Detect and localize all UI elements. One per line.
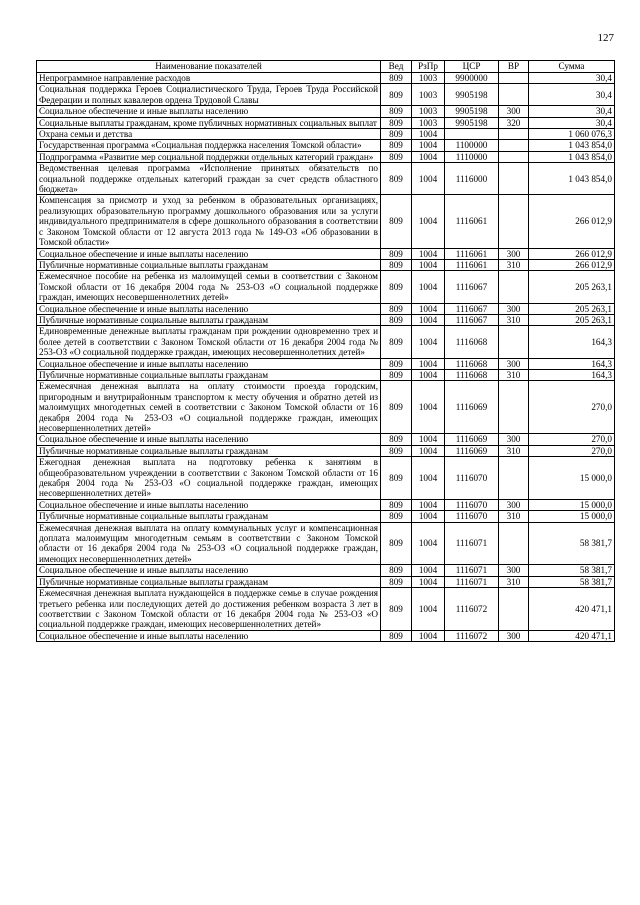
cell-ved: 809: [381, 358, 412, 369]
cell-rzpr: 1004: [412, 163, 445, 195]
cell-rzpr: 1003: [412, 84, 445, 106]
header-rzpr: РзПр: [412, 61, 445, 73]
cell-vr: 300: [499, 248, 529, 259]
table-row: [37, 163, 615, 195]
table-row: [37, 195, 615, 248]
table-row: [37, 457, 615, 500]
cell-sum: 266 012,9: [529, 248, 615, 259]
cell-csr: 1116071: [445, 522, 499, 565]
cell-rzpr: 1004: [412, 457, 445, 500]
cell-ved: 809: [381, 522, 412, 565]
cell-name: Ежемесячная денежная выплата на оплату стоимости проезда городским, пригородным и внутрирайонным транспортом к месту обучения и обратно детей из малоимущих многодетных семей в соответствии с Законом Томской области от 16 декабря 2004 года № 253-ОЗ «О социальной поддержке граждан, имеющих несовершеннолетних детей»: [37, 381, 381, 434]
cell-sum: 270,0: [529, 381, 615, 434]
cell-ved: 809: [381, 140, 412, 151]
page-number: 127: [597, 32, 614, 44]
cell-name: Публичные нормативные социальные выплаты гражданам: [37, 369, 381, 380]
cell-ved: 809: [381, 630, 412, 641]
table-row: [37, 369, 615, 380]
cell-ved: 809: [381, 163, 412, 195]
cell-sum: 1 043 854,0: [529, 163, 615, 195]
cell-csr: 1116067: [445, 303, 499, 314]
cell-vr: 310: [499, 369, 529, 380]
cell-rzpr: 1004: [412, 151, 445, 162]
cell-csr: 1116067: [445, 271, 499, 303]
cell-name: Социальное обеспечение и иные выплаты населению: [37, 248, 381, 259]
header-name: Наименование показателей: [37, 61, 381, 73]
table-row: [37, 588, 615, 631]
table-row: [37, 381, 615, 434]
cell-ved: 809: [381, 314, 412, 325]
cell-rzpr: 1004: [412, 576, 445, 587]
cell-ved: 809: [381, 565, 412, 576]
cell-name: Социальное обеспечение и иные выплаты населению: [37, 565, 381, 576]
table-body: [37, 73, 615, 642]
cell-name: Публичные нормативные социальные выплаты гражданам: [37, 511, 381, 522]
cell-csr: 1116069: [445, 445, 499, 456]
cell-rzpr: 1003: [412, 106, 445, 117]
table-row: [37, 117, 615, 128]
cell-rzpr: 1003: [412, 73, 445, 84]
cell-name: Социальное обеспечение и иные выплаты населению: [37, 106, 381, 117]
cell-csr: 1116070: [445, 457, 499, 500]
table-row: [37, 522, 615, 565]
cell-name: Подпрограмма «Развитие мер социальной поддержки отдельных категорий граждан»: [37, 151, 381, 162]
cell-csr: 1116072: [445, 588, 499, 631]
cell-sum: 1 060 076,3: [529, 129, 615, 140]
cell-name: Социальная поддержка Героев Социалистического Труда, Героев Труда Российской Федерации и полных кавалеров ордена Трудовой Славы: [37, 84, 381, 106]
cell-name: Социальное обеспечение и иные выплаты населению: [37, 434, 381, 445]
cell-ved: 809: [381, 326, 412, 358]
cell-csr: 1116068: [445, 369, 499, 380]
cell-sum: 266 012,9: [529, 259, 615, 270]
table-row: [37, 129, 615, 140]
cell-name: Ежемесячная денежная выплата на оплату коммунальных услуг и компенсационная доплата малоимущим многодетным семьям в соответствии с Законом Томской области от 16 декабря 2004 года № 253-ОЗ «О социальной поддержке граждан, имеющих несовершеннолетних детей»: [37, 522, 381, 565]
table-row: [37, 303, 615, 314]
cell-rzpr: 1004: [412, 434, 445, 445]
cell-vr: 320: [499, 117, 529, 128]
cell-rzpr: 1004: [412, 271, 445, 303]
cell-vr: [499, 195, 529, 248]
cell-vr: 300: [499, 106, 529, 117]
cell-name: Единовременные денежные выплаты гражданам при рождении одновременно трех и более детей в соответствии с Законом Томской области от 16 декабря 2004 года № 253-ОЗ «О социальной поддержке граждан, имеющих несовершеннолетних детей»: [37, 326, 381, 358]
cell-vr: 300: [499, 358, 529, 369]
cell-name: Государственная программа «Социальная поддержка населения Томской области»: [37, 140, 381, 151]
cell-sum: 270,0: [529, 445, 615, 456]
cell-ved: 809: [381, 117, 412, 128]
cell-sum: 58 381,7: [529, 576, 615, 587]
cell-csr: [445, 129, 499, 140]
cell-sum: 1 043 854,0: [529, 151, 615, 162]
cell-vr: 300: [499, 434, 529, 445]
cell-sum: 58 381,7: [529, 565, 615, 576]
cell-csr: 1116061: [445, 248, 499, 259]
cell-ved: 809: [381, 248, 412, 259]
cell-name: Непрограммное направление расходов: [37, 73, 381, 84]
cell-csr: 1100000: [445, 140, 499, 151]
cell-csr: 1116072: [445, 630, 499, 641]
cell-name: Ведомственная целевая программа «Исполнение принятых обязательств по социальной поддержке отдельных категорий граждан за счет средств областного бюджета»: [37, 163, 381, 195]
cell-sum: 266 012,9: [529, 195, 615, 248]
cell-sum: 15 000,0: [529, 499, 615, 510]
cell-name: Социальное обеспечение и иные выплаты населению: [37, 358, 381, 369]
cell-name: Публичные нормативные социальные выплаты гражданам: [37, 314, 381, 325]
table-row: [37, 499, 615, 510]
table-row: [37, 106, 615, 117]
cell-sum: 164,3: [529, 358, 615, 369]
cell-csr: 9905198: [445, 84, 499, 106]
cell-name: Публичные нормативные социальные выплаты гражданам: [37, 576, 381, 587]
cell-vr: [499, 129, 529, 140]
cell-vr: [499, 73, 529, 84]
cell-csr: 9900000: [445, 73, 499, 84]
cell-vr: [499, 522, 529, 565]
cell-csr: 1116069: [445, 381, 499, 434]
cell-csr: 1116068: [445, 326, 499, 358]
cell-sum: 420 471,1: [529, 630, 615, 641]
cell-vr: [499, 84, 529, 106]
cell-ved: 809: [381, 151, 412, 162]
cell-rzpr: 1004: [412, 358, 445, 369]
cell-ved: 809: [381, 303, 412, 314]
cell-rzpr: 1004: [412, 129, 445, 140]
cell-rzpr: 1004: [412, 499, 445, 510]
table-row: [37, 259, 615, 270]
cell-vr: 310: [499, 576, 529, 587]
cell-rzpr: 1004: [412, 369, 445, 380]
cell-name: Публичные нормативные социальные выплаты гражданам: [37, 445, 381, 456]
cell-csr: 9905198: [445, 106, 499, 117]
cell-csr: 1116061: [445, 259, 499, 270]
cell-rzpr: 1004: [412, 381, 445, 434]
cell-name: Социальные выплаты гражданам, кроме публичных нормативных социальных выплат: [37, 117, 381, 128]
cell-sum: 30,4: [529, 117, 615, 128]
cell-name: Социальное обеспечение и иные выплаты населению: [37, 303, 381, 314]
cell-vr: 300: [499, 565, 529, 576]
cell-ved: 809: [381, 445, 412, 456]
cell-ved: 809: [381, 588, 412, 631]
cell-ved: 809: [381, 381, 412, 434]
cell-rzpr: 1004: [412, 259, 445, 270]
table-row: [37, 271, 615, 303]
cell-vr: [499, 151, 529, 162]
cell-rzpr: 1004: [412, 565, 445, 576]
cell-rzpr: 1004: [412, 511, 445, 522]
table-header-row: [37, 61, 615, 73]
cell-vr: [499, 326, 529, 358]
table-row: [37, 73, 615, 84]
table-row: [37, 358, 615, 369]
cell-csr: 9905198: [445, 117, 499, 128]
cell-sum: 205 263,1: [529, 303, 615, 314]
cell-vr: 310: [499, 445, 529, 456]
cell-name: Публичные нормативные социальные выплаты гражданам: [37, 259, 381, 270]
cell-sum: 270,0: [529, 434, 615, 445]
cell-sum: 30,4: [529, 84, 615, 106]
header-sum: Сумма: [529, 61, 615, 73]
cell-name: Ежегодная денежная выплата на подготовку ребенка к занятиям в общеобразовательном учреждении в соответствии с Законом Томской области от 16 декабря 2004 года № 253-ОЗ «О социальной поддержке граждан, имеющих несовершеннолетних детей»: [37, 457, 381, 500]
cell-sum: 205 263,1: [529, 271, 615, 303]
table-row: [37, 630, 615, 641]
header-vr: ВР: [499, 61, 529, 73]
cell-vr: [499, 140, 529, 151]
cell-rzpr: 1004: [412, 140, 445, 151]
cell-rzpr: 1003: [412, 117, 445, 128]
table-row: [37, 511, 615, 522]
cell-sum: 164,3: [529, 369, 615, 380]
cell-ved: 809: [381, 271, 412, 303]
cell-vr: [499, 457, 529, 500]
cell-vr: [499, 381, 529, 434]
cell-csr: 1116000: [445, 163, 499, 195]
cell-sum: 164,3: [529, 326, 615, 358]
cell-csr: 1116070: [445, 499, 499, 510]
table-row: [37, 151, 615, 162]
cell-rzpr: 1004: [412, 630, 445, 641]
budget-table: [36, 60, 615, 642]
cell-rzpr: 1004: [412, 588, 445, 631]
cell-ved: 809: [381, 576, 412, 587]
cell-ved: 809: [381, 73, 412, 84]
cell-csr: 1116070: [445, 511, 499, 522]
cell-sum: 1 043 854,0: [529, 140, 615, 151]
cell-vr: 310: [499, 314, 529, 325]
table-row: [37, 445, 615, 456]
cell-sum: 205 263,1: [529, 314, 615, 325]
cell-vr: [499, 163, 529, 195]
cell-vr: 300: [499, 630, 529, 641]
cell-ved: 809: [381, 434, 412, 445]
header-csr: ЦСР: [445, 61, 499, 73]
table-row: [37, 140, 615, 151]
table-row: [37, 565, 615, 576]
cell-ved: 809: [381, 511, 412, 522]
cell-name: Компенсация за присмотр и уход за ребенком в образовательных организациях, реализующих образовательную программу дошкольного образования или за услуги индивидуального предпринимателя в сфере дошкольного образования в соответствии с Законом Томской области от 12 августа 2013 года № 149-ОЗ «Об образовании в Томской области»: [37, 195, 381, 248]
cell-sum: 420 471,1: [529, 588, 615, 631]
cell-ved: 809: [381, 369, 412, 380]
cell-name: Охрана семьи и детства: [37, 129, 381, 140]
cell-name: Социальное обеспечение и иные выплаты населению: [37, 630, 381, 641]
cell-ved: 809: [381, 129, 412, 140]
cell-csr: 1116071: [445, 565, 499, 576]
cell-csr: 1116069: [445, 434, 499, 445]
cell-csr: 1116067: [445, 314, 499, 325]
cell-csr: 1116071: [445, 576, 499, 587]
cell-ved: 809: [381, 259, 412, 270]
cell-ved: 809: [381, 457, 412, 500]
cell-vr: [499, 588, 529, 631]
cell-vr: 300: [499, 499, 529, 510]
cell-ved: 809: [381, 195, 412, 248]
cell-vr: 310: [499, 259, 529, 270]
cell-sum: 15 000,0: [529, 511, 615, 522]
cell-ved: 809: [381, 499, 412, 510]
table-row: [37, 326, 615, 358]
table-row: [37, 434, 615, 445]
cell-rzpr: 1004: [412, 303, 445, 314]
table-row: [37, 576, 615, 587]
header-ved: Вед: [381, 61, 412, 73]
cell-vr: [499, 271, 529, 303]
table-row: [37, 84, 615, 106]
cell-rzpr: 1004: [412, 326, 445, 358]
cell-csr: 1116068: [445, 358, 499, 369]
cell-ved: 809: [381, 84, 412, 106]
table-row: [37, 314, 615, 325]
cell-csr: 1110000: [445, 151, 499, 162]
cell-vr: 310: [499, 511, 529, 522]
cell-sum: 15 000,0: [529, 457, 615, 500]
cell-rzpr: 1004: [412, 248, 445, 259]
cell-csr: 1116061: [445, 195, 499, 248]
cell-sum: 30,4: [529, 106, 615, 117]
cell-rzpr: 1004: [412, 445, 445, 456]
cell-sum: 58 381,7: [529, 522, 615, 565]
cell-sum: 30,4: [529, 73, 615, 84]
cell-name: Ежемесячная денежная выплата нуждающейся в поддержке семье в случае рождения третьего ребенка или последующих детей до достижения ребенком возраста 3 лет в соответствии с Законом Томской области от 16 декабря 2004 года № 253-ОЗ «О социальной поддержке граждан, имеющих несовершеннолетних детей»: [37, 588, 381, 631]
cell-vr: 300: [499, 303, 529, 314]
table-row: [37, 248, 615, 259]
cell-rzpr: 1004: [412, 195, 445, 248]
cell-ved: 809: [381, 106, 412, 117]
cell-rzpr: 1004: [412, 314, 445, 325]
cell-name: Социальное обеспечение и иные выплаты населению: [37, 499, 381, 510]
cell-rzpr: 1004: [412, 522, 445, 565]
cell-name: Ежемесячное пособие на ребенка из малоимущей семьи в соответствии с Законом Томской области от 16 декабря 2004 года № 253-ОЗ «О социальной поддержке граждан, имеющих несовершеннолетних детей»: [37, 271, 381, 303]
